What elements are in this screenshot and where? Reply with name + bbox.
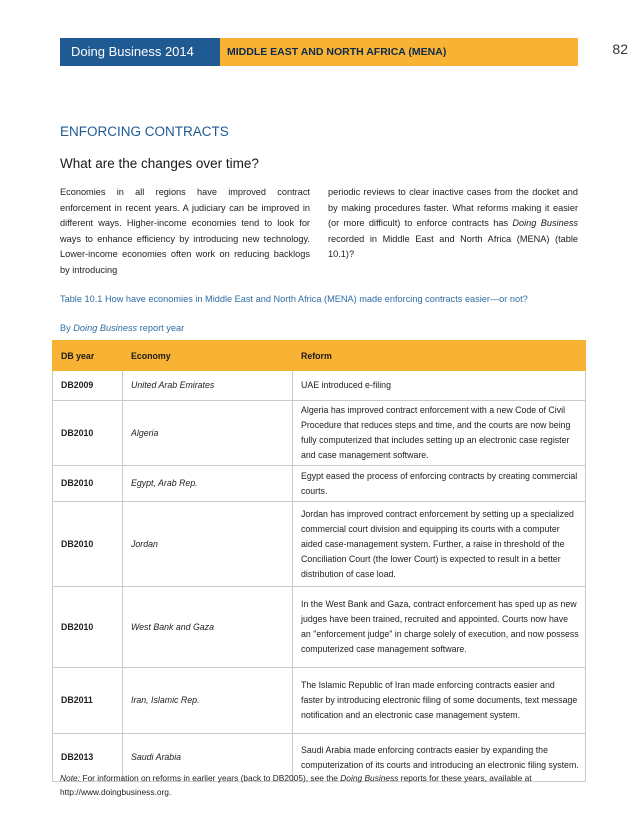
body-right-text-a: periodic reviews to clear inactive cases from the docket and by making procedures faster. What reforms making it easier (or more difficult) to enforce contracts has <box>328 187 578 229</box>
header-reform: Reform <box>293 341 586 371</box>
region-title: MIDDLE EAST AND NORTH AFRICA (MENA) <box>220 38 578 66</box>
table-row <box>53 371 586 401</box>
cell-db-year: DB2010 <box>53 587 123 668</box>
table-header-row <box>53 341 586 371</box>
cell-reform: UAE introduced e-filing <box>293 371 586 401</box>
cell-db-year: DB2010 <box>53 502 123 587</box>
note-text-a: For information on reforms in earlier years (back to DB2005), see the <box>82 773 338 783</box>
cell-economy: West Bank and Gaza <box>123 587 293 668</box>
cell-reform: Jordan has improved contract enforcement by setting up a specialized commercial court division and equipping its courts with a computer aided case-management system. Further, a raise in threshold of the Conciliation Court (the lower Court) is expected to result in a better distribution of case load. <box>293 502 586 587</box>
cell-db-year: DB2011 <box>53 668 123 734</box>
table-row <box>53 502 586 587</box>
cell-economy: Jordan <box>123 502 293 587</box>
section-title: ENFORCING CONTRACTS <box>60 124 229 139</box>
cell-db-year: DB2009 <box>53 371 123 401</box>
note-text-b: reports for these years, available at http://www.doingbusiness.org. <box>60 773 532 797</box>
table-row <box>53 587 586 668</box>
table-row <box>53 401 586 466</box>
table-caption: Table 10.1 How have economies in Middle East and North Africa (MENA) made enforcing contracts easier—or not? <box>60 294 528 304</box>
header-db-year: DB year <box>53 341 123 371</box>
header-economy: Economy <box>123 341 293 371</box>
reforms-table <box>52 340 586 782</box>
report-title: Doing Business 2014 <box>60 38 220 66</box>
body-right-emphasis: Doing Business <box>512 218 579 229</box>
page-header <box>60 38 578 66</box>
body-column-right <box>328 185 578 263</box>
page-number: 82 <box>612 41 628 57</box>
section-subtitle: What are the changes over time? <box>60 156 259 171</box>
body-column-left: Economies in all regions have improved contract enforcement in recent years. A judiciary can be improved in different ways. Higher-income economies tend to look for ways to enhance efficiency by introducing new technology. Lower-income economies often work on reducing backlogs by introducing <box>60 187 310 275</box>
table-by-emphasis: Doing Business <box>73 323 138 333</box>
cell-db-year: DB2010 <box>53 466 123 502</box>
table-by-suffix: report year <box>139 323 185 333</box>
cell-reform: Saudi Arabia made enforcing contracts easier by expanding the computerization of its courts and introducing an electronic filing system. <box>293 734 586 782</box>
note-emphasis: Doing Business <box>340 773 399 783</box>
cell-economy: United Arab Emirates <box>123 371 293 401</box>
cell-economy: Egypt, Arab Rep. <box>123 466 293 502</box>
table-by-prefix: By <box>60 323 71 333</box>
cell-reform: The Islamic Republic of Iran made enforcing contracts easier and faster by introducing electronic filing of some documents, text message notification and an electronic case management system. <box>293 668 586 734</box>
cell-reform: In the West Bank and Gaza, contract enforcement has sped up as new judges have been trained, recruited and appointed. Courts now have an "enforcement judge" in charge solely of execution, and now possess computerized case management software. <box>293 587 586 668</box>
cell-db-year: DB2010 <box>53 401 123 466</box>
cell-economy: Algeria <box>123 401 293 466</box>
table-by-line <box>60 323 184 333</box>
cell-economy: Saudi Arabia <box>123 734 293 782</box>
table-note <box>60 771 580 799</box>
table-row <box>53 668 586 734</box>
note-label: Note: <box>60 773 81 783</box>
table-row <box>53 466 586 502</box>
cell-db-year: DB2013 <box>53 734 123 782</box>
body-right-text-b: recorded in Middle East and North Africa (MENA) (table 10.1)? <box>328 233 578 260</box>
cell-reform: Egypt eased the process of enforcing contracts by creating commercial courts. <box>293 466 586 502</box>
cell-economy: Iran, Islamic Rep. <box>123 668 293 734</box>
cell-reform: Algeria has improved contract enforcement with a new Code of Civil Procedure that reduces steps and time, and the courts are now being fully computerized that includes setting up an electronic case register and case management software. <box>293 401 586 466</box>
